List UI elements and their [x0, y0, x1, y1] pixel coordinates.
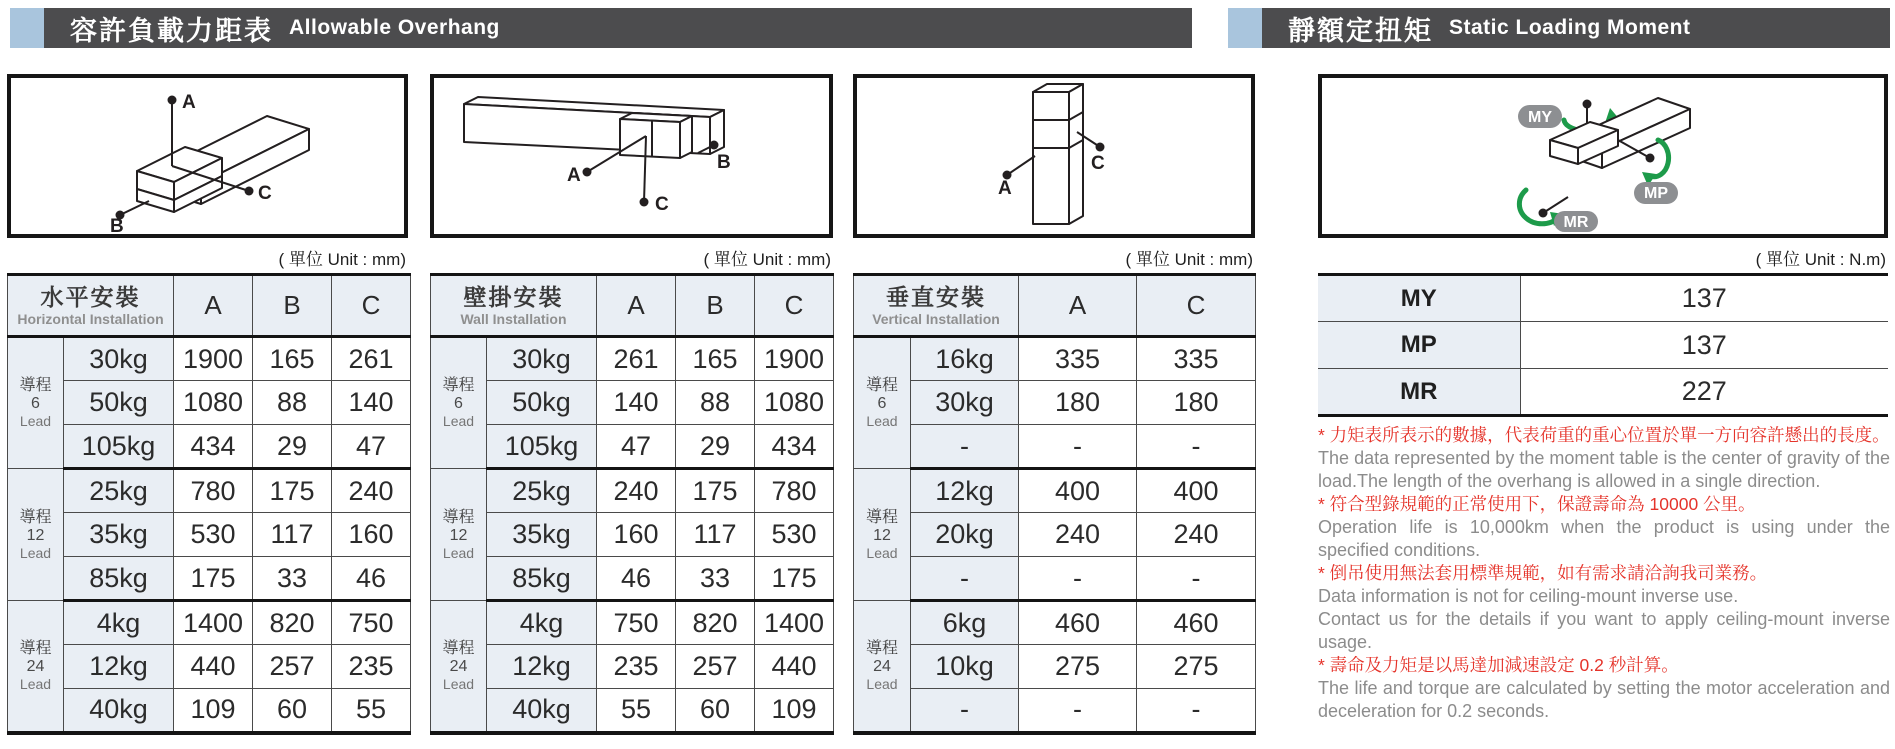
load-cell: 25kg [487, 469, 597, 513]
lead-label-en: Lead [19, 544, 52, 561]
load-cell: 85kg [487, 557, 597, 601]
value-cell: 780 [174, 469, 253, 513]
unit-label-nm: ( 單位 Unit : N.m) [1755, 250, 1886, 269]
lead-label-en: Lead [442, 413, 475, 429]
wall-installation-diagram [430, 74, 833, 238]
lead-group-header [854, 337, 911, 469]
point-c-label: C [1091, 153, 1105, 174]
table-row [854, 337, 1256, 381]
load-cell: 12kg [487, 645, 597, 689]
value-cell: 530 [174, 513, 253, 557]
note-text-en: Contact us for the details if you want to apply ceiling-mount inverse usage. [1318, 609, 1890, 652]
moment-value: 137 [1520, 322, 1888, 369]
load-cell: - [911, 557, 1019, 601]
load-cell: 30kg [64, 337, 174, 381]
wall-installation-drawing [434, 78, 829, 234]
lead-value: 6 [454, 395, 463, 412]
value-cell: 140 [597, 381, 676, 425]
lead-value: 12 [873, 526, 891, 544]
value-cell: 240 [597, 469, 676, 513]
table-row [8, 381, 411, 425]
value-cell: 55 [597, 689, 676, 733]
value-cell: 175 [253, 469, 332, 513]
lead-value: 12 [449, 526, 468, 544]
lead-label-zh: 導程 [19, 508, 52, 526]
table-header-row [8, 275, 411, 337]
load-cell: 25kg [64, 469, 174, 513]
lead-label-zh: 導程 [865, 377, 898, 394]
lead-value: 6 [31, 395, 40, 412]
lead-value: 24 [449, 657, 468, 675]
value-cell: 750 [597, 601, 676, 645]
value-cell: 29 [253, 425, 332, 469]
value-cell: 257 [676, 645, 755, 689]
table-row [854, 557, 1256, 601]
value-cell: 257 [253, 645, 332, 689]
value-cell: 60 [253, 689, 332, 733]
lead-label-en: Lead [866, 413, 898, 429]
load-cell: 35kg [64, 513, 174, 557]
horizontal-installation-diagram [7, 74, 408, 238]
value-cell: 440 [755, 645, 834, 689]
lead-label-en: Lead [442, 675, 475, 692]
section-header-overhang [44, 8, 1192, 48]
load-cell: - [911, 425, 1019, 469]
load-cell: 105kg [487, 425, 597, 469]
value-cell: 175 [676, 469, 755, 513]
value-cell: 780 [755, 469, 834, 513]
moment-row [1318, 369, 1888, 416]
value-cell: 175 [755, 557, 834, 601]
vertical-installation-diagram [853, 74, 1255, 238]
value-cell: 400 [1019, 469, 1137, 513]
load-cell: 12kg [64, 645, 174, 689]
accent-square [10, 8, 44, 48]
value-cell: 1900 [174, 337, 253, 381]
value-cell: 1400 [174, 601, 253, 645]
table-row [854, 381, 1256, 425]
value-cell: 33 [253, 557, 332, 601]
load-cell: 50kg [487, 381, 597, 425]
note-text-en: Data information is not for ceiling-mount inverse use. [1318, 586, 1739, 606]
lead-value: 24 [26, 657, 45, 675]
value-cell: 180 [1019, 381, 1137, 425]
lead-value: 6 [877, 395, 887, 412]
value-cell: 1080 [755, 381, 834, 425]
value-cell: 175 [174, 557, 253, 601]
value-cell: 235 [332, 645, 411, 689]
value-cell: 820 [676, 601, 755, 645]
lead-label-zh: 導程 [19, 639, 52, 657]
table-title-zh: 垂直安裝 [886, 284, 986, 310]
value-cell: 335 [1137, 337, 1256, 381]
load-cell: 50kg [64, 381, 174, 425]
point-c-label: C [258, 183, 272, 204]
value-cell: 440 [174, 645, 253, 689]
value-cell: 47 [332, 425, 411, 469]
table-row [8, 601, 411, 645]
moment-drawing [1322, 78, 1884, 234]
table-row [8, 557, 411, 601]
value-cell: 165 [676, 337, 755, 381]
vertical-installation-drawing [857, 78, 1251, 234]
load-cell: 12kg [911, 469, 1019, 513]
table-row [854, 601, 1256, 645]
lead-group-header [431, 469, 487, 601]
table-title-zh: 壁掛安裝 [463, 284, 564, 310]
value-cell: 117 [253, 513, 332, 557]
table-row [8, 645, 411, 689]
value-cell: - [1137, 689, 1256, 733]
table-title-zh: 水平安裝 [40, 284, 141, 310]
lead-label-zh: 導程 [19, 377, 52, 394]
lead-group-header [431, 601, 487, 733]
table-row [431, 337, 834, 381]
column-header-a: A [597, 275, 676, 337]
point-a-dot [168, 96, 177, 105]
moment-label: MR [1318, 369, 1520, 416]
table-row [431, 645, 834, 689]
section-header-moment [1262, 8, 1890, 48]
point-a-label: A [998, 178, 1012, 199]
load-cell: 16kg [911, 337, 1019, 381]
table-row [8, 689, 411, 733]
point-a-label: A [567, 165, 581, 186]
value-cell: 55 [332, 689, 411, 733]
section-title-zh: 靜額定扭矩 [1288, 15, 1433, 46]
table-title-en: Vertical Installation [872, 311, 1000, 327]
note-text-zh: * 符合型錄規範的正常使用下，保證壽命為 10000 公里。 [1318, 494, 1756, 514]
value-cell: 261 [332, 337, 411, 381]
value-cell: 117 [676, 513, 755, 557]
note-text-zh: * 力矩表所表示的數據，代表荷重的重心位置於單一方向容許懸出的長度。 [1318, 425, 1890, 445]
point-a-label: A [182, 92, 196, 113]
table-title-en: Horizontal Installation [17, 311, 164, 327]
value-cell: 1400 [755, 601, 834, 645]
load-cell: 10kg [911, 645, 1019, 689]
value-cell: - [1019, 689, 1137, 733]
table-row [854, 645, 1256, 689]
table-title-cell [854, 275, 1019, 337]
table-row [854, 469, 1256, 513]
value-cell: 33 [676, 557, 755, 601]
value-cell: 460 [1137, 601, 1256, 645]
value-cell: 820 [253, 601, 332, 645]
point-c-label: C [655, 194, 669, 215]
table-row [8, 425, 411, 469]
vertical-installation-table [853, 273, 1256, 735]
mr-badge-label: MR [1563, 214, 1589, 231]
table-row [431, 381, 834, 425]
value-cell: 47 [597, 425, 676, 469]
load-cell: 4kg [64, 601, 174, 645]
table-header-row [854, 275, 1256, 337]
column-header-a: A [174, 275, 253, 337]
lead-label-en: Lead [866, 675, 898, 692]
mp-badge-label: MP [1644, 185, 1668, 202]
column-header-b: B [676, 275, 755, 337]
lead-group-header [8, 601, 64, 733]
point-b-label: B [717, 152, 731, 173]
table-row [8, 337, 411, 381]
section-title-en: Allowable Overhang [289, 16, 500, 39]
value-cell: 109 [755, 689, 834, 733]
table-row [431, 513, 834, 557]
unit-label-mm: ( 單位 Unit : mm) [703, 250, 831, 269]
load-cell: 30kg [911, 381, 1019, 425]
table-row [431, 689, 834, 733]
value-cell: 1900 [755, 337, 834, 381]
table-row [431, 425, 834, 469]
lead-label-en: Lead [866, 544, 898, 561]
value-cell: 400 [1137, 469, 1256, 513]
value-cell: 530 [755, 513, 834, 557]
lead-group-header [854, 469, 911, 601]
value-cell: 180 [1137, 381, 1256, 425]
note-text-en: The data represented by the moment table is the center of gravity of the load.The length of the overhang is allowed in a single direction. [1318, 448, 1890, 491]
lead-label-zh: 導程 [442, 508, 475, 526]
load-cell: 30kg [487, 337, 597, 381]
lead-label-en: Lead [19, 413, 52, 429]
lead-group-header [8, 337, 64, 469]
load-cell: 40kg [64, 689, 174, 733]
point-c-dot [1096, 143, 1105, 152]
lead-label-zh: 導程 [865, 639, 898, 657]
table-title-cell [431, 275, 597, 337]
static-moment-table [1318, 273, 1888, 417]
table-row [854, 425, 1256, 469]
unit-label-mm: ( 單位 Unit : mm) [278, 250, 406, 269]
load-cell: 20kg [911, 513, 1019, 557]
load-cell: 4kg [487, 601, 597, 645]
table-header-row [431, 275, 834, 337]
moment-value: 227 [1520, 369, 1888, 416]
load-cell: - [911, 689, 1019, 733]
value-cell: 434 [174, 425, 253, 469]
value-cell: 261 [597, 337, 676, 381]
value-cell: 434 [755, 425, 834, 469]
value-cell: 750 [332, 601, 411, 645]
table-row [854, 513, 1256, 557]
lead-label-zh: 導程 [865, 508, 898, 526]
value-cell: 335 [1019, 337, 1137, 381]
moment-row [1318, 322, 1888, 369]
note-text-en: The life and torque are calculated by setting the motor acceleration and deceleration for 0.2 seconds. [1318, 678, 1890, 721]
note-text-en: Operation life is 10,000km when the product is using under the specified conditions. [1318, 517, 1890, 560]
value-cell: 60 [676, 689, 755, 733]
lead-value: 24 [873, 657, 891, 675]
point-b-label: B [110, 216, 124, 234]
value-cell: 140 [332, 381, 411, 425]
table-row [8, 469, 411, 513]
value-cell: 88 [676, 381, 755, 425]
value-cell: 240 [1137, 513, 1256, 557]
value-cell: 460 [1019, 601, 1137, 645]
value-cell: 1080 [174, 381, 253, 425]
point-c-dot [245, 187, 254, 196]
value-cell: - [1137, 425, 1256, 469]
value-cell: 46 [597, 557, 676, 601]
table-title-en: Wall Installation [460, 311, 567, 327]
value-cell: 29 [676, 425, 755, 469]
lead-label-en: Lead [19, 675, 52, 692]
value-cell: 165 [253, 337, 332, 381]
horizontal-installation-table [7, 273, 411, 735]
wall-installation-table [430, 273, 834, 735]
value-cell: 235 [597, 645, 676, 689]
value-cell: 240 [1019, 513, 1137, 557]
point-a-dot [583, 168, 592, 177]
load-cell: 35kg [487, 513, 597, 557]
value-cell: 275 [1137, 645, 1256, 689]
column-header-c: C [1137, 275, 1256, 337]
table-row [854, 689, 1256, 733]
column-header-b: B [253, 275, 332, 337]
moment-diagram [1318, 74, 1888, 238]
horizontal-installation-drawing [11, 78, 404, 234]
lead-group-header [431, 337, 487, 469]
value-cell: 160 [597, 513, 676, 557]
value-cell: - [1019, 425, 1137, 469]
load-cell: 40kg [487, 689, 597, 733]
my-badge-label: MY [1528, 109, 1552, 126]
moment-label: MP [1318, 322, 1520, 369]
accent-square [1228, 8, 1262, 48]
lead-group-header [854, 601, 911, 733]
note-text-zh: * 倒吊使用無法套用標準規範，如有需求請洽詢我司業務。 [1318, 563, 1768, 583]
value-cell: - [1019, 557, 1137, 601]
table-row [431, 601, 834, 645]
lead-label-zh: 導程 [442, 639, 475, 657]
point-b-dot [710, 141, 719, 150]
lead-group-header [8, 469, 64, 601]
value-cell: 160 [332, 513, 411, 557]
value-cell: 109 [174, 689, 253, 733]
table-row [8, 513, 411, 557]
moment-label: MY [1318, 275, 1520, 322]
moment-value: 137 [1520, 275, 1888, 322]
lead-label-zh: 導程 [442, 377, 475, 394]
load-cell: 85kg [64, 557, 174, 601]
value-cell: 240 [332, 469, 411, 513]
unit-label-mm: ( 單位 Unit : mm) [1125, 250, 1253, 269]
table-title-cell [8, 275, 174, 337]
point-c-dot [640, 198, 649, 207]
value-cell: 46 [332, 557, 411, 601]
load-cell: 105kg [64, 425, 174, 469]
value-cell: - [1137, 557, 1256, 601]
section-title-zh: 容許負載力距表 [70, 15, 273, 46]
value-cell: 275 [1019, 645, 1137, 689]
table-row [431, 557, 834, 601]
moment-row [1318, 275, 1888, 322]
column-header-c: C [755, 275, 834, 337]
load-cell: 6kg [911, 601, 1019, 645]
lead-value: 12 [26, 526, 45, 544]
table-row [431, 469, 834, 513]
section-title-en: Static Loading Moment [1449, 16, 1691, 39]
note-text-zh: * 壽命及力矩是以馬達加減速設定 0.2 秒計算。 [1318, 655, 1679, 675]
column-header-a: A [1019, 275, 1137, 337]
value-cell: 88 [253, 381, 332, 425]
lead-label-en: Lead [442, 544, 475, 561]
column-header-c: C [332, 275, 411, 337]
footnotes [1318, 424, 1890, 723]
